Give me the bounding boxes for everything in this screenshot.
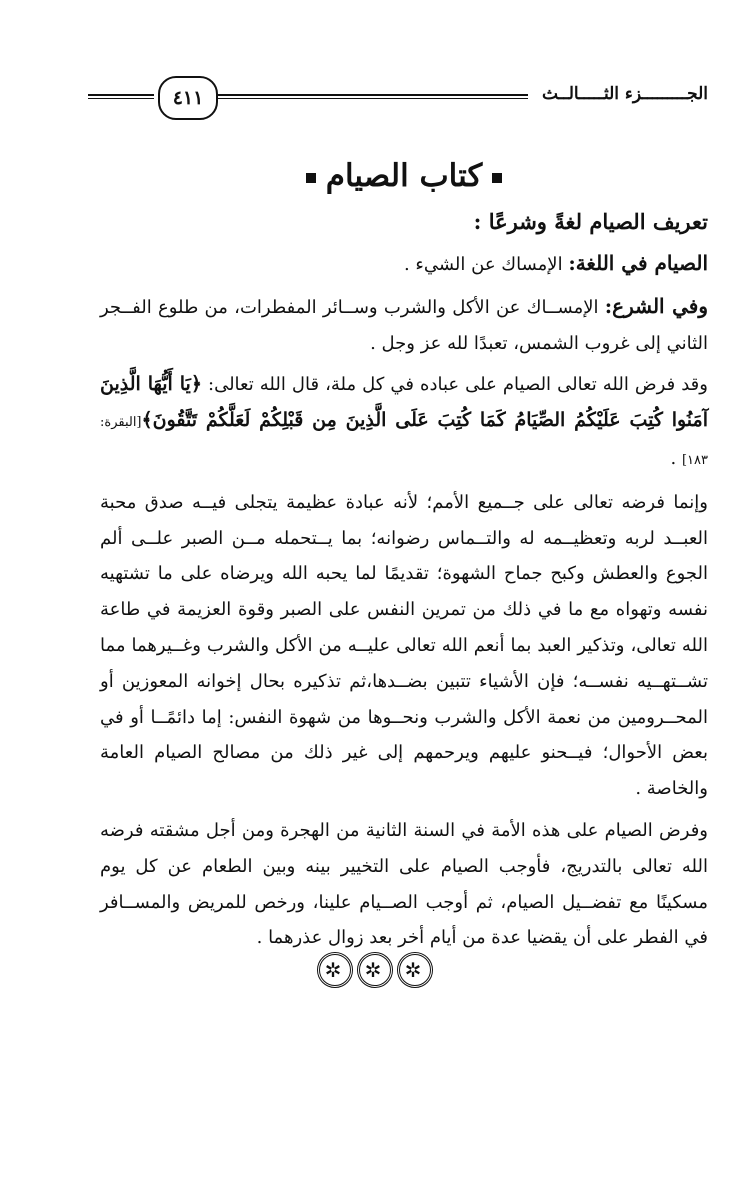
shar-definition-text: الإمســاك عن الأكل والشرب وســائر المفطرات، من طلوع الفــجر الثاني إلى غروب الشمس، تعبدًا لله عز وجل . [100, 296, 708, 354]
history-paragraph: وفرض الصيام على هذه الأمة في السنة الثانية من الهجرة ومن أجل مشقته فرضه الله تعالى بالتدريج، فأوجب الصيام على التخيير بينه وبين الطعام عن كل يوم مسكينًا مع تفضــيل الصيام، ثم أوجب الصــيام علينا، ورخص للمريض والمســافر في الفطر على أن يقضيا عدة من أيام أخر بعد زوال عذرهما . [100, 819, 708, 949]
square-bullet-icon [306, 173, 316, 183]
flower-ornament-icon [357, 952, 393, 988]
section-heading: تعريف الصيام لغةً وشرعًا : [473, 209, 708, 234]
shar-definition [100, 289, 708, 362]
book-title [100, 158, 708, 194]
lang-definition-label: الصيام في اللغة: [568, 251, 708, 275]
page-header [88, 78, 708, 122]
page-content [100, 158, 708, 962]
obligation-text: وقد فرض الله تعالى الصيام على عباده في كل ملة، قال الله تعالى: [201, 374, 708, 396]
ornament-divider [0, 950, 750, 988]
square-bullet-icon [492, 173, 502, 183]
lang-definition [100, 246, 708, 283]
lang-definition-text: الإمساك عن الشيء . [403, 254, 569, 275]
obligation-end: . [670, 447, 682, 469]
header-rule-middle [218, 94, 528, 99]
header-rule-left [88, 94, 154, 99]
quran-verse: ﴿يَا أَيُّهَا الَّذِينَ آمَنُوا كُتِبَ عَلَيْكُمُ الصِّيَامُ كَمَا كُتِبَ عَلَى الَّذِينَ مِن قَبْلِكُمْ لَعَلَّكُمْ تَتَّقُونَ﴾ [100, 373, 708, 432]
flower-ornament-icon [317, 952, 353, 988]
obligation-paragraph [100, 367, 708, 478]
verse-reference: [البقرة: ١٨٣] [100, 415, 708, 468]
wisdom-paragraph: وإنما فرضه تعالى على جــميع الأمم؛ لأنه عبادة عظيمة يتجلى فيــه صدق محبة العبــد لربه وتعظيــمه له والتــماس رضوانه؛ بما يــتحمله مــن الصبر علــى ألم الجوع والعطش وكبح جماح الشهوة؛ تقديمًا لما يحبه الله ويرضاه على ما تشتهيه نفسه وتهواه مع ما في ذلك من تمرين النفس على الصبر وقوة العزيمة في طاعة الله تعالى، وتذكير العبد بما أنعم الله تعالى عليــه من الأكل والشرب وغــيرهما مما تشــتهــيه نفســه؛ فإن الأشياء تتبين بضــدها،ثم تذكيره بحال إخوانه المعوزين أو المحــرومين من نعمة الأكل والشرب ونحــوها من شهوة النفس: إما دائمًــا أو في بعض الأحوال؛ فيــحنو عليهم ويرحمهم إلى غير ذلك من مصالح الصيام العامة والخاصة . [100, 491, 708, 800]
flower-ornament-icon [397, 952, 433, 988]
part-label: الجـــــــــزء الثـــــالــث [542, 84, 708, 104]
page-number: ٤١١ [158, 76, 218, 120]
book-title-text: كتاب الصيام [325, 158, 483, 194]
shar-definition-label: وفي الشرع: [604, 293, 708, 318]
